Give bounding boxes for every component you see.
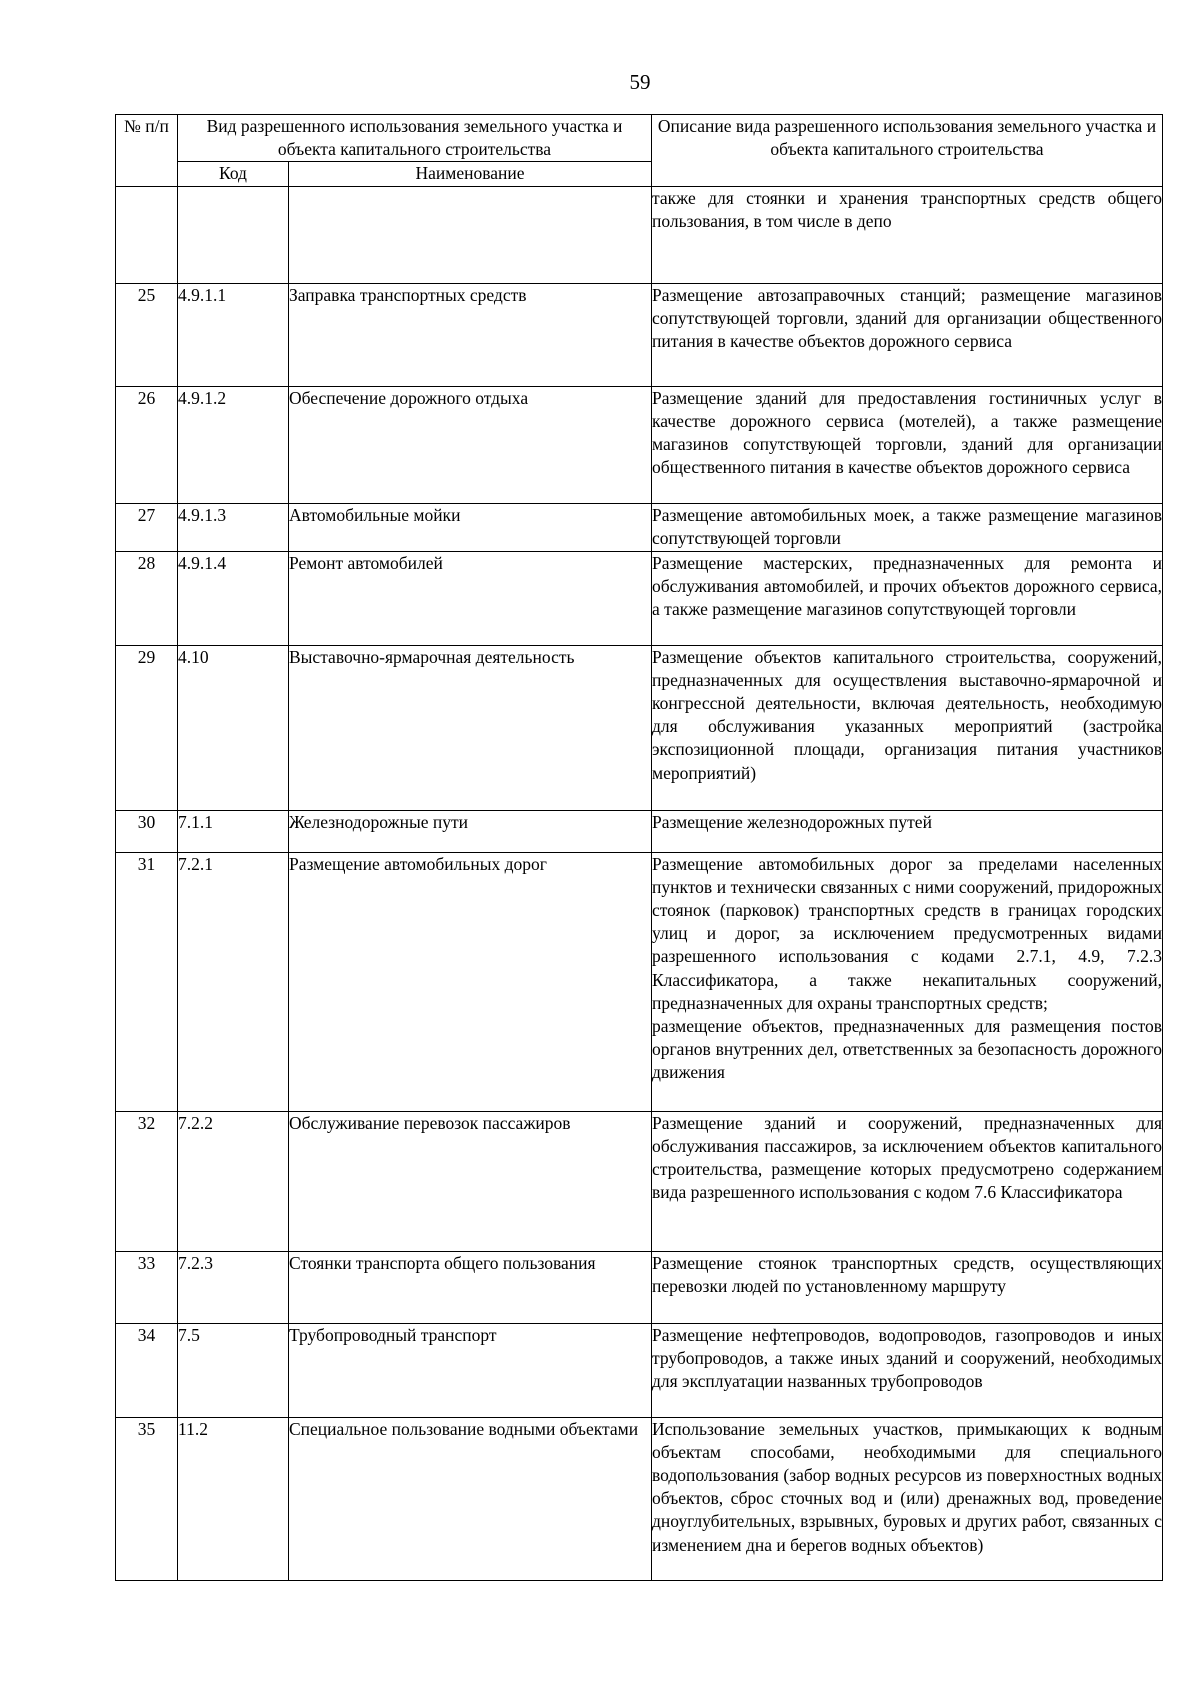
header-code: Код [178,162,289,186]
row-desc-part: размещение объектов, предназначенных для размещения постов органов внутренних дел, ответственных за безопасность дорожного движения [652,1016,1162,1083]
row-name: Стоянки транспорта общего пользования [289,1251,652,1323]
row-desc: Размещение мастерских, предназначенных для ремонта и обслуживания автомобилей, и прочих объектов дорожного сервиса, а также размещение магазинов сопутствующей торговли [652,551,1163,645]
table-row [116,645,1163,810]
row-desc: также для стоянки и хранения транспортных средств общего пользования, в том числе в депо [652,186,1163,283]
row-code: 4.9.1.4 [178,551,289,645]
row-num: 28 [116,551,178,645]
row-desc-part: Размещение автомобильных дорог за пределами населенных пунктов и технически связанных с ними сооружений, придорожных стоянок (парковок) транспортных средств в границах городских улиц и дорог, за исключением предусмотренных видами разрешенного использования с кодами 2.7.1, 4.9, 7.2.3 Классификатора, а также некапитальных сооружений, предназначенных для охраны транспортных средств; [652,853,1162,1013]
row-num: 34 [116,1323,178,1417]
row-desc: Использование земельных участков, примыкающих к водным объектам способами, необходимыми для специального водопользования (забор водных ресурсов из поверхностных водных объектов, сброс сточных вод и (или) дренажных вод, проведение дноуглубительных, взрывных, буровых и других работ, связанных с изменением дна и берегов водных объектов) [652,1417,1163,1580]
header-num: № п/п [116,115,178,187]
row-name: Специальное пользование водными объектами [289,1417,652,1580]
table-row [116,503,1163,551]
row-desc: Размещение автомобильных моек, а также размещение магазинов сопутствующей торговли [652,503,1163,551]
row-num: 30 [116,810,178,852]
row-name: Обслуживание перевозок пассажиров [289,1111,652,1251]
page-number: 59 [629,70,651,94]
row-num: 27 [116,503,178,551]
table-row [116,810,1163,852]
table-row [116,551,1163,645]
row-num: 25 [116,283,178,386]
row-name: Автомобильные мойки [289,503,652,551]
header-desc: Описание вида разрешенного использования земельного участка и объекта капитального строительства [652,115,1163,187]
row-desc: Размещение нефтепроводов, водопроводов, газопроводов и иных трубопроводов, а также иных зданий и сооружений, необходимых для эксплуатации названных трубопроводов [652,1323,1163,1417]
row-code: 4.10 [178,645,289,810]
row-name: Выставочно-ярмарочная деятельность [289,645,652,810]
row-num [116,186,178,283]
row-name: Заправка транспортных средств [289,283,652,386]
land-use-table [115,114,1163,1581]
table-row [116,386,1163,503]
table-row [116,852,1163,1111]
row-code: 7.2.1 [178,852,289,1111]
row-name [289,186,652,283]
row-num: 35 [116,1417,178,1580]
row-num: 33 [116,1251,178,1323]
row-code: 7.2.2 [178,1111,289,1251]
row-num: 31 [116,852,178,1111]
table-row [116,1111,1163,1251]
row-num: 32 [116,1111,178,1251]
row-desc: Размещение зданий и сооружений, предназначенных для обслуживания пассажиров, за исключением объектов капитального строительства, размещение которых предусмотрено содержанием вида разрешенного использования с кодом 7.6 Классификатора [652,1111,1163,1251]
row-code: 4.9.1.3 [178,503,289,551]
header-name: Наименование [289,162,652,186]
row-desc: Размещение стоянок транспортных средств, осуществляющих перевозки людей по установленному маршруту [652,1251,1163,1323]
row-code [178,186,289,283]
row-desc: Размещение железнодорожных путей [652,810,1163,852]
row-desc [652,852,1163,1111]
row-name: Размещение автомобильных дорог [289,852,652,1111]
table-row [116,283,1163,386]
row-code: 7.5 [178,1323,289,1417]
row-desc: Размещение объектов капитального строительства, сооружений, предназначенных для осуществления выставочно-ярмарочной и конгрессной деятельности, включая деятельность, необходимую для обслуживания указанных мероприятий (застройка экспозиционной площади, организация питания участников мероприятий) [652,645,1163,810]
row-code: 7.2.3 [178,1251,289,1323]
row-name: Железнодорожные пути [289,810,652,852]
table-row [116,1323,1163,1417]
row-num: 29 [116,645,178,810]
row-num: 26 [116,386,178,503]
header-group: Вид разрешенного использования земельного участка и объекта капитального строительства [178,115,652,162]
row-code: 4.9.1.1 [178,283,289,386]
table-row [116,186,1163,283]
row-name: Ремонт автомобилей [289,551,652,645]
table-row [116,1251,1163,1323]
table-row [116,1417,1163,1580]
row-code: 7.1.1 [178,810,289,852]
row-name: Обеспечение дорожного отдыха [289,386,652,503]
row-code: 11.2 [178,1417,289,1580]
row-code: 4.9.1.2 [178,386,289,503]
row-desc: Размещение автозаправочных станций; размещение магазинов сопутствующей торговли, зданий для организации общественного питания в качестве объектов дорожного сервиса [652,283,1163,386]
row-name: Трубопроводный транспорт [289,1323,652,1417]
row-desc: Размещение зданий для предоставления гостиничных услуг в качестве дорожного сервиса (мотелей), а также размещение магазинов сопутствующей торговли, зданий для организации общественного питания в качестве объектов дорожного сервиса [652,386,1163,503]
